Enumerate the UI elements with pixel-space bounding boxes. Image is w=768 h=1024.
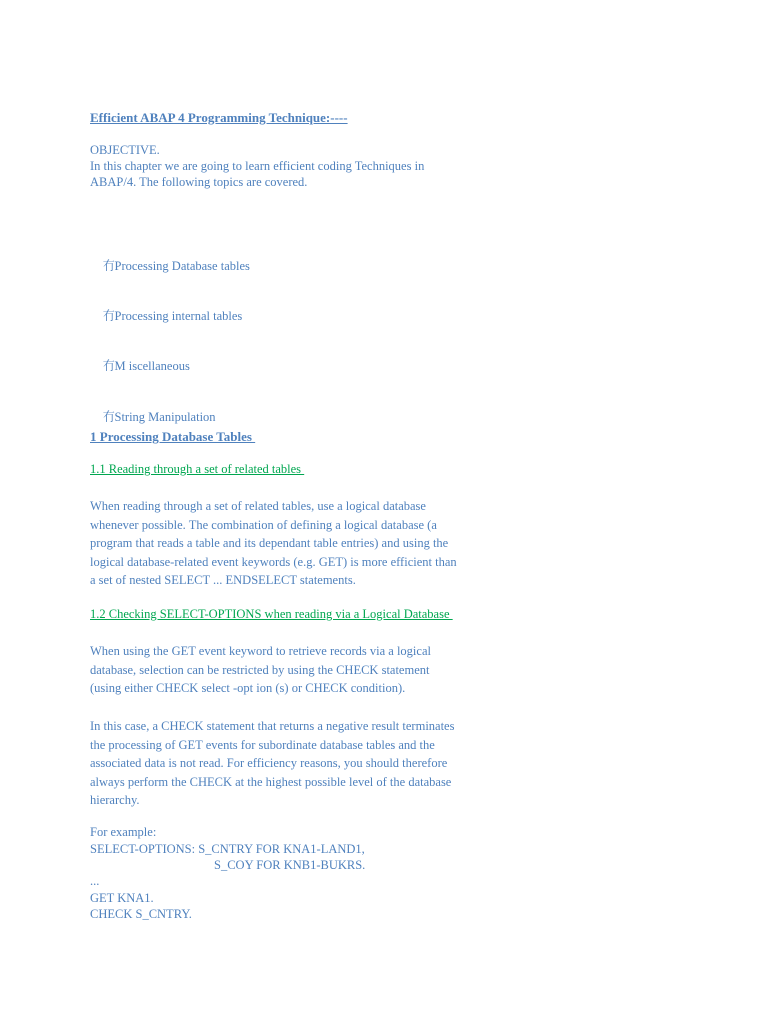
paragraph-line: associated data is not read. For efficiency reasons, you should therefore [90, 756, 448, 770]
section-1-2-paragraph-1 [90, 642, 510, 698]
topic-item [90, 344, 190, 389]
section-1-1-paragraph [90, 497, 510, 590]
topic-item [90, 294, 242, 339]
topic-item [90, 244, 250, 289]
paragraph-line: the processing of GET events for subordinate database tables and the [90, 737, 435, 752]
bullet-icon: 冇 [102, 309, 116, 323]
paragraph-line: When reading through a set of related tables, use a logical database [90, 499, 426, 513]
bullet-icon: 冇 [102, 410, 116, 424]
code-line: ... [90, 874, 100, 888]
section-1-2-paragraph-2 [90, 717, 510, 810]
paragraph-line: When using the GET event keyword to retrieve records via a logical [90, 644, 431, 658]
intro-line-2: ABAP/4. The following topics are covered. [90, 175, 308, 189]
paragraph-line: always perform the CHECK at the highest possible level of the database [90, 774, 452, 789]
section-1-2-heading: 1.2 Checking SELECT-OPTIONS when reading via a Logical Database [90, 607, 453, 621]
paragraph-line: hierarchy. [90, 793, 140, 807]
document-title: Efficient ABAP 4 Programming Technique:---- [90, 110, 348, 125]
topic-label: String Manipulation [114, 410, 216, 424]
topic-label: Processing internal tables [114, 309, 243, 323]
section-1-heading: 1 Processing Database Tables [90, 429, 256, 444]
intro-line-1: In this chapter we are going to learn efficient coding Techniques in [90, 159, 425, 173]
code-line [90, 858, 365, 873]
topic-label: M iscellaneous [114, 359, 190, 373]
code-line: CHECK S_CNTRY. [90, 907, 192, 921]
paragraph-line: a set of nested SELECT ... ENDSELECT statements. [90, 573, 356, 587]
objective-label: OBJECTIVE. [90, 143, 160, 157]
bullet-icon: 冇 [102, 259, 116, 273]
section-1-1-heading: 1.1 Reading through a set of related tables [90, 462, 305, 476]
paragraph-line: logical database-related event keywords (e.g. GET) is more efficient than [90, 554, 457, 569]
paragraph-line: database, selection can be restricted by using the CHECK statement [90, 662, 430, 677]
code-line: GET KNA1. [90, 891, 154, 905]
paragraph-line: whenever possible. The combination of defining a logical database (a [90, 517, 437, 532]
paragraph-line: (using either CHECK select -opt ion (s) or CHECK condition). [90, 681, 406, 695]
example-label: For example: [90, 825, 157, 839]
code-line: SELECT-OPTIONS: S_CNTRY FOR KNA1-LAND1, [90, 842, 365, 856]
paragraph-line: program that reads a table and its dependant table entries) and using the [90, 536, 449, 550]
code-line-text: S_COY FOR KNB1-BUKRS. [214, 858, 366, 872]
topic-label: Processing Database tables [114, 259, 250, 273]
paragraph-line: In this case, a CHECK statement that returns a negative result terminates [90, 719, 455, 733]
bullet-icon: 冇 [102, 359, 116, 373]
